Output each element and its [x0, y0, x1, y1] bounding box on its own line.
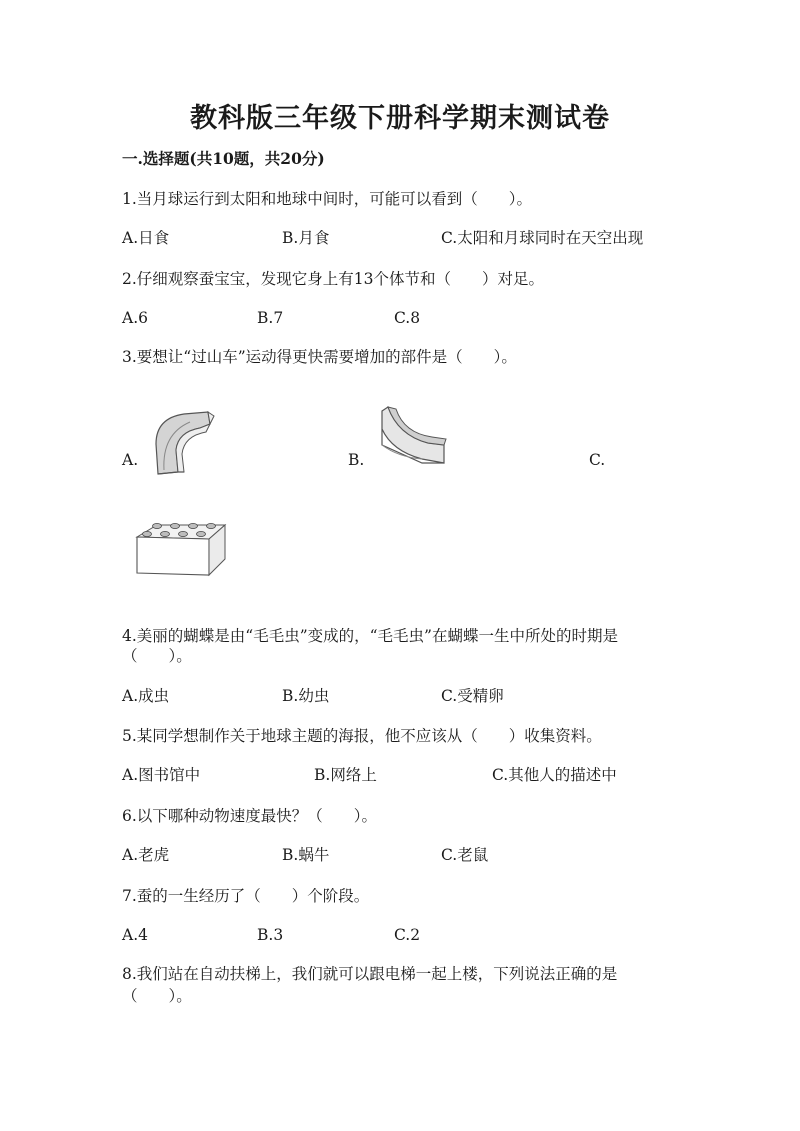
curved-track-image [150, 410, 220, 476]
q4-option-a[interactable]: A.成虫 [122, 687, 170, 705]
q7-option-c[interactable]: C.2 [394, 926, 421, 944]
question-8-cont: （ ）。 [122, 987, 192, 1005]
slope-ramp-image [378, 405, 450, 467]
section-heading: 一.选择题(共10题，共20分) [122, 149, 325, 168]
question-1: 1.当月球运行到太阳和地球中间时，可能可以看到（ ）。 [122, 190, 533, 208]
q3-option-c[interactable]: C. [589, 451, 606, 469]
q3-option-b[interactable]: B. [348, 451, 365, 469]
q5-option-a[interactable]: A.图书馆中 [122, 766, 201, 784]
q4-option-c[interactable]: C.受精卵 [441, 687, 504, 705]
q7-option-b[interactable]: B.3 [257, 926, 284, 944]
q6-option-b[interactable]: B.蜗牛 [282, 846, 330, 864]
q3-option-a[interactable]: A. [122, 451, 139, 469]
question-5: 5.某同学想制作关于地球主题的海报，他不应该从（ ）收集资料。 [122, 727, 602, 745]
q5-option-c[interactable]: C.其他人的描述中 [492, 766, 617, 784]
question-8: 8.我们站在自动扶梯上，我们就可以跟电梯一起上楼，下列说法正确的是 [122, 965, 618, 983]
question-2: 2.仔细观察蚕宝宝，发现它身上有13个体节和（ ）对足。 [122, 270, 545, 288]
page-title: 教科版三年级下册科学期末测试卷 [190, 103, 610, 134]
q6-option-a[interactable]: A.老虎 [122, 846, 170, 864]
q1-option-c[interactable]: C.太阳和月球同时在天空出现 [441, 229, 644, 247]
question-4-cont: （ ）。 [122, 647, 192, 665]
question-4: 4.美丽的蝴蝶是由“毛毛虫”变成的，“毛毛虫”在蝴蝶一生中所处的时期是 [122, 627, 618, 645]
q1-option-b[interactable]: B.月食 [282, 229, 330, 247]
q5-option-b[interactable]: B.网络上 [314, 766, 377, 784]
question-3: 3.要想让“过山车”运动得更快需要增加的部件是（ ）。 [122, 348, 517, 366]
q1-option-a[interactable]: A.日食 [122, 229, 170, 247]
question-7: 7.蚕的一生经历了（ ）个阶段。 [122, 887, 370, 905]
question-6: 6.以下哪种动物速度最快？（ ）。 [122, 807, 378, 825]
q2-option-b[interactable]: B.7 [257, 309, 284, 327]
q6-option-c[interactable]: C.老鼠 [441, 846, 489, 864]
building-brick-image [133, 517, 229, 579]
q2-option-a[interactable]: A.6 [122, 309, 148, 327]
q2-option-c[interactable]: C.8 [394, 309, 421, 327]
q4-option-b[interactable]: B.幼虫 [282, 687, 330, 705]
q7-option-a[interactable]: A.4 [122, 926, 148, 944]
